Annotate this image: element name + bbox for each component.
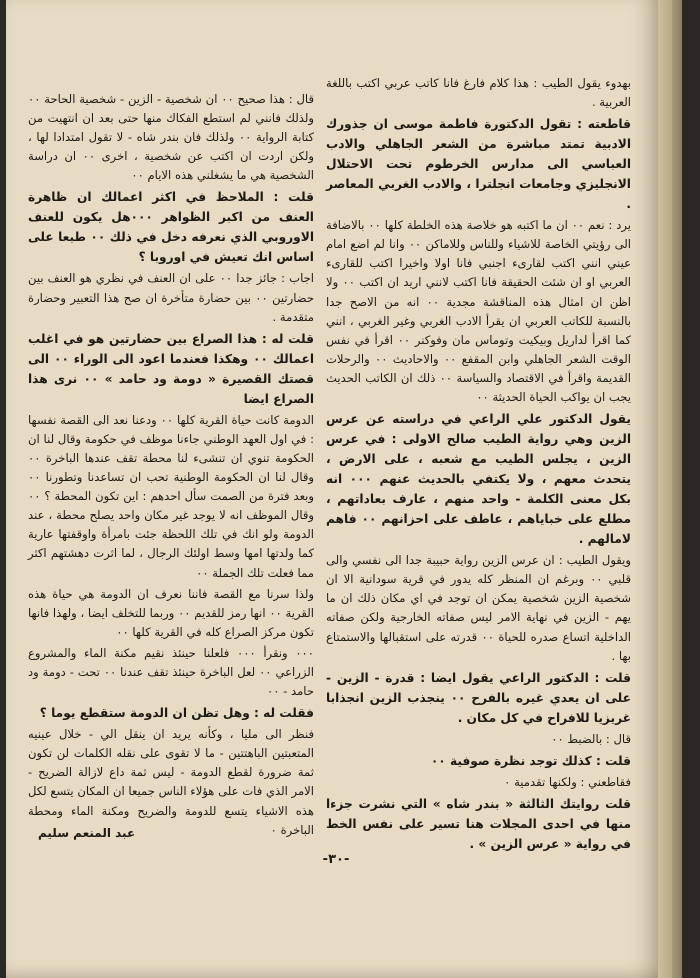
left-column: [28, 90, 314, 842]
page-number: -٣٠-: [322, 852, 350, 867]
paragraph: فقاطعني : ولكنها تقدمية ٠: [504, 774, 631, 789]
paragraph: فنظر الى مليا ، وكأنه يريد ان ينقل الي - خلال عينيه المتعبتين الباهتتين - ما لا تقوى على نقله الكلمات لن تكون ثمة ضرورة لقطع الدومة - ليس ثمة داع لازالة الضريح - الامر الذي فات على هؤلاء الناس جميعا ان المكان يتسع لكل هذه الاشياء يتسع للدومة والضريح ومكنة الماء ومحطة الباخرة ٠: [28, 727, 314, 837]
paragraph: قال : بالضبط ٠٠: [551, 731, 631, 746]
paragraph: ويقول الطيب : ان عرس الزين رواية حبيبة جدا الى نفسي والى قلبي ٠٠ وبرغم ان المنظر كله يدور في قرية سودانية الا ان شخصية الزين شخصية يمكن ان توجد في اي مكان ذلك ان ما يهم - الزين في نهاية الامر ليس صفاته الخارجية ولكن صفاته الداخلية اتساع صدره للحياة ٠٠ قدرته على استقبالها والاستمتاع بها .: [326, 553, 631, 663]
right-column: [326, 74, 631, 856]
question-paragraph: قلت : كذلك توجد نظرة صوفية ٠٠: [430, 753, 631, 768]
paragraph: يرد : نعم ٠٠ ان ما اكتبه هو خلاصة هذه الخلطة كلها ٠٠ بالاضافة الى رؤيتي الخاصة للاشياء وللناس وللاماكن ٠٠ وانا لم اضع امام عيني انني اكتب لقارىء اجنبي فانا اولا واخيرا اكتب للقارىء العربي او ان شئت الحقيقة فانا اكتب لانني اريد ان اكتب ٠٠ ولا اظن ان امثال هذه المناقشة مجدية ٠٠ انه من الاصح جدا بالنسبة للكاتب العربي ان يقرأ الادب الغربي وغير الغربي ، انني كما اقرأ لداريل وبيكيت وتوماس مان وفوكنر ٠٠ اقرأ في نفس الوقت الشعر الجاهلي وابن المقفع ٠٠ والاحاديث ٠٠ والرحلات القديمة واقرأ في الاقتصاد والسياسة ٠٠ ذلك ان الكاتب الحديث يجب ان يواكب الحياة الحديثة ٠٠: [326, 218, 632, 405]
paragraph: ٠٠٠ ونقرأ ٠٠٠ فلعلنا حينئذ نقيم مكنة الماء والمشروع الزراعي ٠٠ لعل الباخرة حينئذ تقف عندنا ٠٠ تحت - دومة ود حامد - ٠٠: [28, 645, 314, 699]
question-paragraph: قلت : الملاحظ في اكثر اعمالك ان ظاهرة العنف من اكبر الظواهر ٠٠٠هل يكون للعنف الاوروبي الذي نعرفه دخل في ذلك ٠٠ طبعا على اساس انك تعيش في اوروبا ؟: [28, 190, 314, 265]
paragraph: اجاب : جائز جدا ٠٠ على ان العنف في نظري هو العنف بين حضارتين ٠٠ بين حضارة متأخرة ان صح هذا التعبير وحضارة متقدمة .: [28, 271, 315, 324]
paragraph: ولذا سرنا مع القصة فاننا نعرف ان الدومة هي حياة هذه القرية ٠٠ انها رمز للقديم ٠٠ وربما للتخلف ايضا ، ولهذا فانها تكون مركز الصراع كله في القرية كلها ٠٠: [28, 586, 314, 639]
question-paragraph: قلت : الدكتور الراعي يقول ايضا : قدرة - الزين - على ان يعدي غيره بالفرح ٠٠ ينجذب الزين انجذابا غريزيا للافراح في كل مكان .: [326, 670, 631, 725]
page-edge: [658, 0, 672, 978]
paragraph: الدومة كانت حياة القرية كلها ٠٠ ودعنا نعد الى القصة نفسها : في اول العهد الوطني جاءنا موظف في حكومة وقال لنا ان الحكومة تنوي ان تنشىء لنا محطة تقف عندها الباخرة ٠٠ وقال لنا ان الحكومة الوطنية تحب ان تساعدنا وتطورنا ٠٠ وبعد فترة من الصمت سأل احدهم : اين تكون المحطة ؟ ٠٠ وقال الموظف انه لا يوجد غير مكان واحد يصلح محطة ، عند الدومة ولو انك في تلك اللحظة جئت بامرأة واوقفتها عارية كما ولدتها امها وسط اولئك الرجال ، لما اثرت دهشتهم اكثر مما فعلت تلك الجملة ٠٠: [28, 412, 314, 580]
paragraph: بهدوء يقول الطيب : هذا كلام فارغ فانا كاتب عربي اكتب باللغة العربية .: [326, 76, 631, 110]
question-paragraph: قاطعته : تقول الدكتورة فاطمة موسى ان جذورك الادبية تمتد مباشرة من الشعر الجاهلي والادب العباسي الى مدارس الخرطوم تحت الاحتلال الانجليزي وجامعات انجلترا ، والادب الغربي المعاصر .: [326, 117, 631, 212]
author-signature: عبد المنعم سليم: [38, 826, 136, 840]
page-edge: [672, 0, 682, 978]
paragraph: قال : هذا صحيح ٠٠ ان شخصية - الزين - شخصية الحاحة ٠٠ ولذلك فانني لم استطع الفكاك منها حتى بعد ان انتهيت من كتابة الرواية ٠٠ ولذلك فان بندر شاه - لا تقول امتدادا لها ، ولكن اردت ان اكتب عن شخصية ، اخرى ٠٠ ان دراسة الشخصية هي ما يشغلني هذه الايام ٠٠: [28, 92, 314, 183]
question-paragraph: فقلت له : وهل تظن ان الدومة ستقطع يوما ؟: [39, 706, 314, 721]
question-paragraph: قلت له : هذا الصراع بين حضارتين هو في اغلب اعمالك ٠٠ وهكذا فعندما اعود الى الوراء ٠٠ الى قصتك القصيرة « دومة ود حامد » ٠٠ نرى هذا الصراع ايضا: [28, 331, 315, 406]
question-paragraph: قلت روايتك الثالثة « بندر شاه » التي نشرت جزءا منها في احدى المجلات هنا تسير على نفس الخط في رواية « عرس الزين » .: [326, 796, 631, 851]
magazine-page: [6, 0, 658, 978]
question-paragraph: يقول الدكتور علي الراعي في دراسته عن عرس الزين وهي رواية الطيب صالح الاولى : في عرس الزين ، يجلس الطيب مع شعبه ، على الارض ، يتحدث معهم ، ولا يكتفي بالحديث عنهم ٠٠٠ انه بكل معنى الكلمة - واحد منهم ، عارف بعاداتهم ، مطلع على خباياهم ، عاطف على احزانهم ٠٠ فاهم لامالهم .: [326, 412, 631, 547]
scan-border: [682, 0, 700, 978]
